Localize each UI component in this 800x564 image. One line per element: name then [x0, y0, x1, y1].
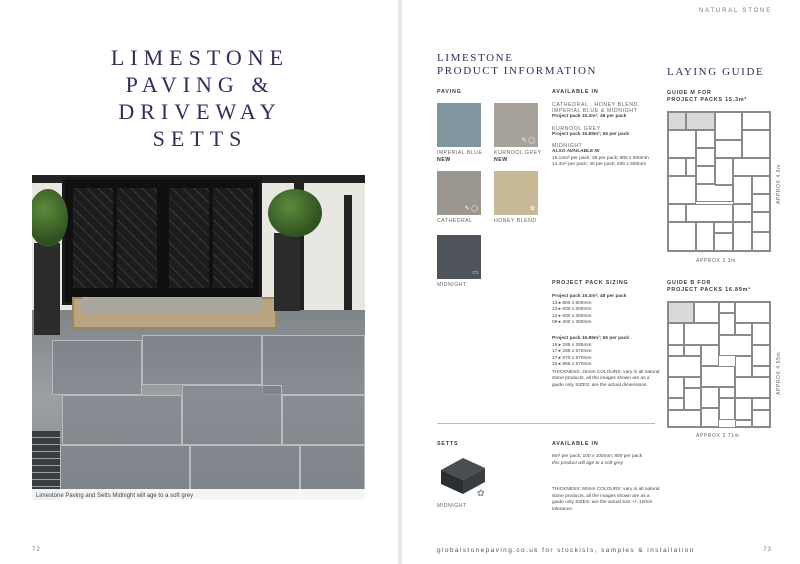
grid-slab — [752, 176, 770, 194]
product-info-title — [437, 52, 597, 78]
avail-line: KURNOOL GREY — [552, 125, 601, 132]
pack-line: 13 ▸ 600 x 300mm — [552, 313, 592, 319]
grid-slab — [733, 222, 751, 251]
section-tag: NATURAL STONE — [699, 8, 772, 14]
paving-heading: PAVING — [437, 89, 462, 95]
pack-line: 17 ▸ 570 x 570mm — [552, 355, 592, 361]
grid-slab — [668, 377, 684, 398]
grid-slab — [668, 222, 696, 251]
grid-slab — [735, 356, 751, 377]
pack-line: 15 ▸ 855 x 570mm — [552, 362, 592, 367]
grid-slab — [686, 158, 695, 176]
setts-details — [552, 454, 662, 513]
pack-line: 16 ▸ 285 x 285mm — [552, 342, 592, 348]
pack-head: Project pack 16.89m²; 65 per pack — [552, 336, 630, 341]
guide-title-line: PROJECT PACKS 16.89m² — [667, 287, 751, 293]
swatch-midnight — [437, 235, 481, 279]
grid-slab — [742, 112, 770, 130]
grid-slab — [735, 420, 751, 428]
guide-m-height: APPROX 4.6m — [776, 164, 782, 204]
laying-grid-m — [667, 111, 771, 252]
setts-available-heading: AVAILABLE IN — [552, 441, 599, 447]
grid-slab — [752, 194, 770, 212]
driveway-photo — [32, 175, 365, 500]
available-in-details — [552, 102, 662, 169]
title-line: PAVING & — [125, 72, 275, 97]
grid-slab — [668, 112, 686, 130]
setts-label: MIDNIGHT — [437, 503, 467, 509]
grid-slab — [742, 130, 770, 158]
title-line: DRIVEWAY — [118, 99, 282, 124]
grid-slab — [668, 176, 696, 204]
guide-b-width: APPROX 3.71m — [696, 433, 740, 439]
grid-slab — [668, 398, 684, 409]
guide-m-title — [667, 90, 747, 104]
grid-slab — [701, 387, 719, 408]
grid-slab — [719, 398, 735, 419]
grid-slab — [752, 232, 770, 251]
swatch-icon: ▭ — [472, 270, 478, 276]
pack-b-details — [552, 336, 662, 389]
avail-line: Project pack 15.3m²; 48 per pack — [552, 114, 627, 119]
grid-slab — [735, 398, 751, 419]
grid-slab — [696, 130, 715, 148]
pack-line: 13 ▸ 600 x 600mm — [552, 307, 592, 312]
door-pane — [169, 188, 209, 288]
page-number-right: 73 — [763, 547, 772, 553]
grid-slab — [668, 323, 684, 344]
guide-title-line: GUIDE M FOR — [667, 90, 712, 96]
timber-post — [344, 195, 352, 310]
guide-title-line: PROJECT PACKS 15.3m² — [667, 97, 748, 103]
product-title-line: PRODUCT INFORMATION — [437, 65, 598, 77]
grid-slab — [696, 184, 734, 202]
planter-pot — [34, 243, 60, 335]
section-divider — [437, 423, 655, 424]
swatch-icon: ✎ ◯ — [521, 138, 535, 144]
swatch-label: MIDNIGHT — [437, 282, 467, 288]
swatch-kurnool-grey — [494, 103, 538, 147]
door-pane — [117, 188, 157, 288]
grid-slab — [752, 398, 770, 409]
grid-slab — [719, 302, 735, 313]
svg-text:✿: ✿ — [477, 489, 485, 498]
swatch-imperial-blue — [437, 103, 481, 147]
grid-slab — [715, 158, 733, 186]
guide-b-height: APPROX 4.55m — [776, 351, 782, 395]
setts-line: 8m² per pack; 100 x 100mm; 800 per pack — [552, 454, 643, 459]
footer-url: globalstonepaving.co.uk for stockists, samples & installation — [437, 547, 695, 554]
door-step-top — [82, 297, 262, 313]
swatch-label: KURNOOL GREY — [494, 150, 542, 156]
grid-slab — [668, 356, 701, 377]
guide-title-line: GUIDE B FOR — [667, 280, 712, 286]
page-number-left: 72 — [32, 547, 41, 553]
page-title — [70, 44, 330, 152]
laying-guide-title: LAYING GUIDE — [667, 66, 765, 78]
grid-slab — [733, 204, 751, 222]
grid-slab — [752, 345, 770, 366]
pack-m-details — [552, 294, 662, 327]
grid-slab — [733, 158, 770, 176]
pack-line: 13 ▸ 900 x 600mm — [552, 300, 592, 306]
title-line: LIMESTONE — [110, 45, 290, 70]
setts-block-image — [437, 452, 489, 498]
pack-head: Project pack 15.3m²; 48 per pack — [552, 294, 627, 299]
new-badge: NEW — [437, 157, 451, 163]
paving-slab — [182, 385, 282, 445]
grid-slab — [719, 335, 752, 356]
grid-slab — [752, 410, 770, 428]
grid-slab — [686, 112, 715, 130]
swatch-cathedral — [437, 171, 481, 215]
topiary-bush — [268, 189, 322, 237]
paving-slab — [142, 335, 262, 385]
page-gutter — [398, 0, 402, 564]
french-doors — [62, 177, 262, 305]
avail-line: MIDNIGHT — [552, 143, 583, 149]
project-pack-heading: PROJECT PACK SIZING — [552, 280, 629, 286]
laying-grid-b — [667, 301, 771, 428]
photo-caption: Limestone Paving and Setts Midnight will age to a soft grey — [32, 489, 365, 503]
avail-line: CATHEDRAL , HONEY BLEND, — [552, 102, 641, 108]
grid-slab — [668, 158, 686, 176]
door-pane — [73, 188, 113, 288]
available-in-heading: AVAILABLE IN — [552, 89, 599, 95]
paving-slab — [52, 340, 142, 395]
avail-line: ALSO AVAILABLE IN — [552, 149, 600, 154]
grid-slab — [735, 302, 770, 323]
grid-slab — [735, 323, 751, 334]
grid-slab — [684, 323, 719, 344]
avail-line: 15.12m² per pack; 28 per pack; 900 x 600mm — [552, 155, 649, 161]
grid-slab — [668, 410, 701, 428]
grid-slab — [684, 377, 700, 388]
grid-slab — [715, 112, 743, 140]
grid-slab — [733, 176, 751, 204]
grid-slab — [719, 387, 735, 398]
setts-line: this product will age to a soft grey — [552, 460, 624, 466]
grid-slab — [694, 302, 720, 323]
guide-m-width: APPROX 3.3m — [696, 258, 736, 264]
guide-b-title — [667, 280, 751, 294]
grid-slab — [668, 345, 684, 356]
swatch-honey-blend — [494, 171, 538, 215]
paving-slab — [62, 395, 182, 445]
grid-slab — [668, 302, 694, 323]
pack-line: 09 ▸ 300 x 300mm — [552, 320, 592, 325]
swatch-label: HONEY BLEND — [494, 218, 537, 224]
grid-slab — [715, 140, 743, 158]
planter-pot — [274, 233, 300, 311]
swatch-label: IMPERIAL BLUE — [437, 150, 483, 156]
pack-note: THICKNESS: 22mm COLOURS: vary in all natural stone products, all the images shown are as a guide only SIZES: are the actual dimensions. — [552, 369, 660, 388]
setts-note: THICKNESS: 50mm COLOURS: vary in all natural stone products, all the images shown are as a guide only SIZES: are the actual size +/- 10mm tolerance. — [552, 487, 660, 512]
avail-line: 14.4m² per pack; 40 per pack; 600 x 600mm — [552, 162, 647, 167]
grid-slab — [714, 233, 733, 251]
swatch-label: CATHEDRAL — [437, 218, 473, 224]
grid-slab — [668, 204, 686, 222]
grid-slab — [719, 313, 735, 334]
grid-slab — [684, 345, 700, 356]
grid-slab — [684, 388, 700, 409]
grid-slab — [696, 222, 714, 251]
grid-slab — [696, 166, 715, 184]
grid-slab — [701, 345, 719, 366]
grid-slab — [701, 366, 736, 387]
swatch-icon: ✿ — [529, 206, 535, 212]
grid-slab — [668, 130, 696, 158]
grid-slab — [696, 148, 715, 166]
grid-slab — [752, 366, 770, 377]
title-line: SETTS — [152, 126, 248, 151]
grid-slab — [686, 204, 733, 222]
grid-slab — [714, 222, 733, 233]
new-badge: NEW — [494, 157, 508, 163]
grid-slab — [701, 408, 719, 427]
pack-line: 17 ▸ 285 x 570mm — [552, 349, 592, 354]
grid-slab — [752, 323, 770, 344]
grid-slab — [752, 212, 770, 231]
paving-slab — [282, 395, 365, 445]
avail-line: Project pack 16.89m²; 65 per pack — [552, 131, 630, 137]
product-title-line: LIMESTONE — [437, 52, 514, 64]
grid-slab — [735, 377, 770, 398]
door-pane — [213, 188, 253, 288]
swatch-icon: ✎ ◯ — [464, 206, 478, 212]
avail-line: IMPERIAL BLUE & MIDNIGHT — [552, 108, 638, 114]
setts-heading: SETTS — [437, 441, 459, 447]
